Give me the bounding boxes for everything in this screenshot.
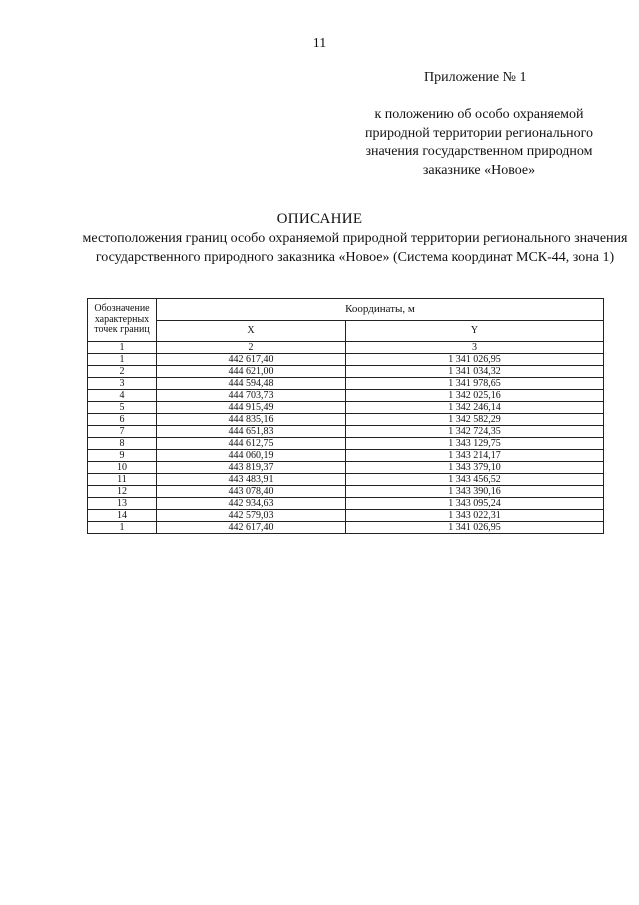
table-row — [88, 402, 604, 414]
x-coordinate-cell: 443 078,40 — [157, 486, 346, 498]
point-cell: 4 — [88, 390, 157, 402]
x-coordinate-cell: 444 612,75 — [157, 438, 346, 450]
document-title: ОПИСАНИЕ — [276, 211, 363, 227]
table-row — [88, 378, 604, 390]
point-cell: 6 — [88, 414, 157, 426]
y-column-header: Y — [346, 320, 604, 342]
y-coordinate-cell: 1 342 582,29 — [346, 414, 604, 426]
x-coordinate-cell: 442 617,40 — [157, 354, 346, 366]
point-designation-header: Обозначение характерных точек границ — [88, 299, 157, 342]
point-cell: 13 — [88, 498, 157, 510]
y-coordinate-cell: 1 343 095,24 — [346, 498, 604, 510]
point-cell: 3 — [88, 378, 157, 390]
point-cell: 5 — [88, 402, 157, 414]
y-coordinate-cell: 1 341 978,65 — [346, 378, 604, 390]
point-cell: 9 — [88, 450, 157, 462]
point-cell: 11 — [88, 474, 157, 486]
column-number-2: 2 — [157, 342, 346, 354]
x-coordinate-cell: 442 934,63 — [157, 498, 346, 510]
y-coordinate-cell: 1 343 456,52 — [346, 474, 604, 486]
table-row — [88, 414, 604, 426]
table-row — [88, 462, 604, 474]
column-number-3: 3 — [346, 342, 604, 354]
table-row — [88, 426, 604, 438]
appendix-reference: к положению об особо охраняемой природной территории регионального значения государственном природном заказнике «Новое» — [365, 107, 593, 178]
point-cell: 1 — [88, 354, 157, 366]
table-row — [88, 450, 604, 462]
x-coordinate-cell: 444 703,73 — [157, 390, 346, 402]
table-row — [88, 474, 604, 486]
table-row — [88, 486, 604, 498]
x-coordinate-cell: 444 835,16 — [157, 414, 346, 426]
x-coordinate-cell: 443 483,91 — [157, 474, 346, 486]
y-coordinate-cell: 1 343 379,10 — [346, 462, 604, 474]
table-row — [88, 438, 604, 450]
appendix-title: Приложение № 1 — [424, 70, 527, 85]
y-coordinate-cell: 1 342 246,14 — [346, 402, 604, 414]
x-coordinate-cell: 444 915,49 — [157, 402, 346, 414]
x-coordinate-cell: 442 617,40 — [157, 522, 346, 534]
table-row — [88, 510, 604, 522]
coordinates-table — [87, 298, 604, 534]
point-cell: 10 — [88, 462, 157, 474]
x-coordinate-cell: 444 621,00 — [157, 366, 346, 378]
x-coordinate-cell: 444 060,19 — [157, 450, 346, 462]
coordinates-table-body — [88, 354, 604, 534]
page-number: 11 — [312, 36, 327, 51]
x-coordinate-cell: 442 579,03 — [157, 510, 346, 522]
point-cell: 1 — [88, 522, 157, 534]
table-row — [88, 366, 604, 378]
y-coordinate-cell: 1 342 724,35 — [346, 426, 604, 438]
table-row — [88, 354, 604, 366]
table-row — [88, 498, 604, 510]
y-coordinate-cell: 1 342 025,16 — [346, 390, 604, 402]
table-row — [88, 390, 604, 402]
x-coordinate-cell: 443 819,37 — [157, 462, 346, 474]
y-coordinate-cell: 1 341 026,95 — [346, 522, 604, 534]
y-coordinate-cell: 1 341 034,32 — [346, 366, 604, 378]
document-subtitle: местоположения границ особо охраняемой природной территории регионального значения государственного природного заказника «Новое» (Система координат МСК-44, зона 1) — [82, 231, 628, 265]
y-coordinate-cell: 1 343 390,16 — [346, 486, 604, 498]
y-coordinate-cell: 1 341 026,95 — [346, 354, 604, 366]
point-cell: 2 — [88, 366, 157, 378]
column-number-1: 1 — [88, 342, 157, 354]
point-cell: 7 — [88, 426, 157, 438]
y-coordinate-cell: 1 343 129,75 — [346, 438, 604, 450]
x-column-header: X — [157, 320, 346, 342]
x-coordinate-cell: 444 651,83 — [157, 426, 346, 438]
table-row — [88, 522, 604, 534]
coordinates-header: Координаты, м — [157, 299, 604, 321]
point-cell: 12 — [88, 486, 157, 498]
point-cell: 14 — [88, 510, 157, 522]
y-coordinate-cell: 1 343 214,17 — [346, 450, 604, 462]
y-coordinate-cell: 1 343 022,31 — [346, 510, 604, 522]
x-coordinate-cell: 444 594,48 — [157, 378, 346, 390]
point-cell: 8 — [88, 438, 157, 450]
